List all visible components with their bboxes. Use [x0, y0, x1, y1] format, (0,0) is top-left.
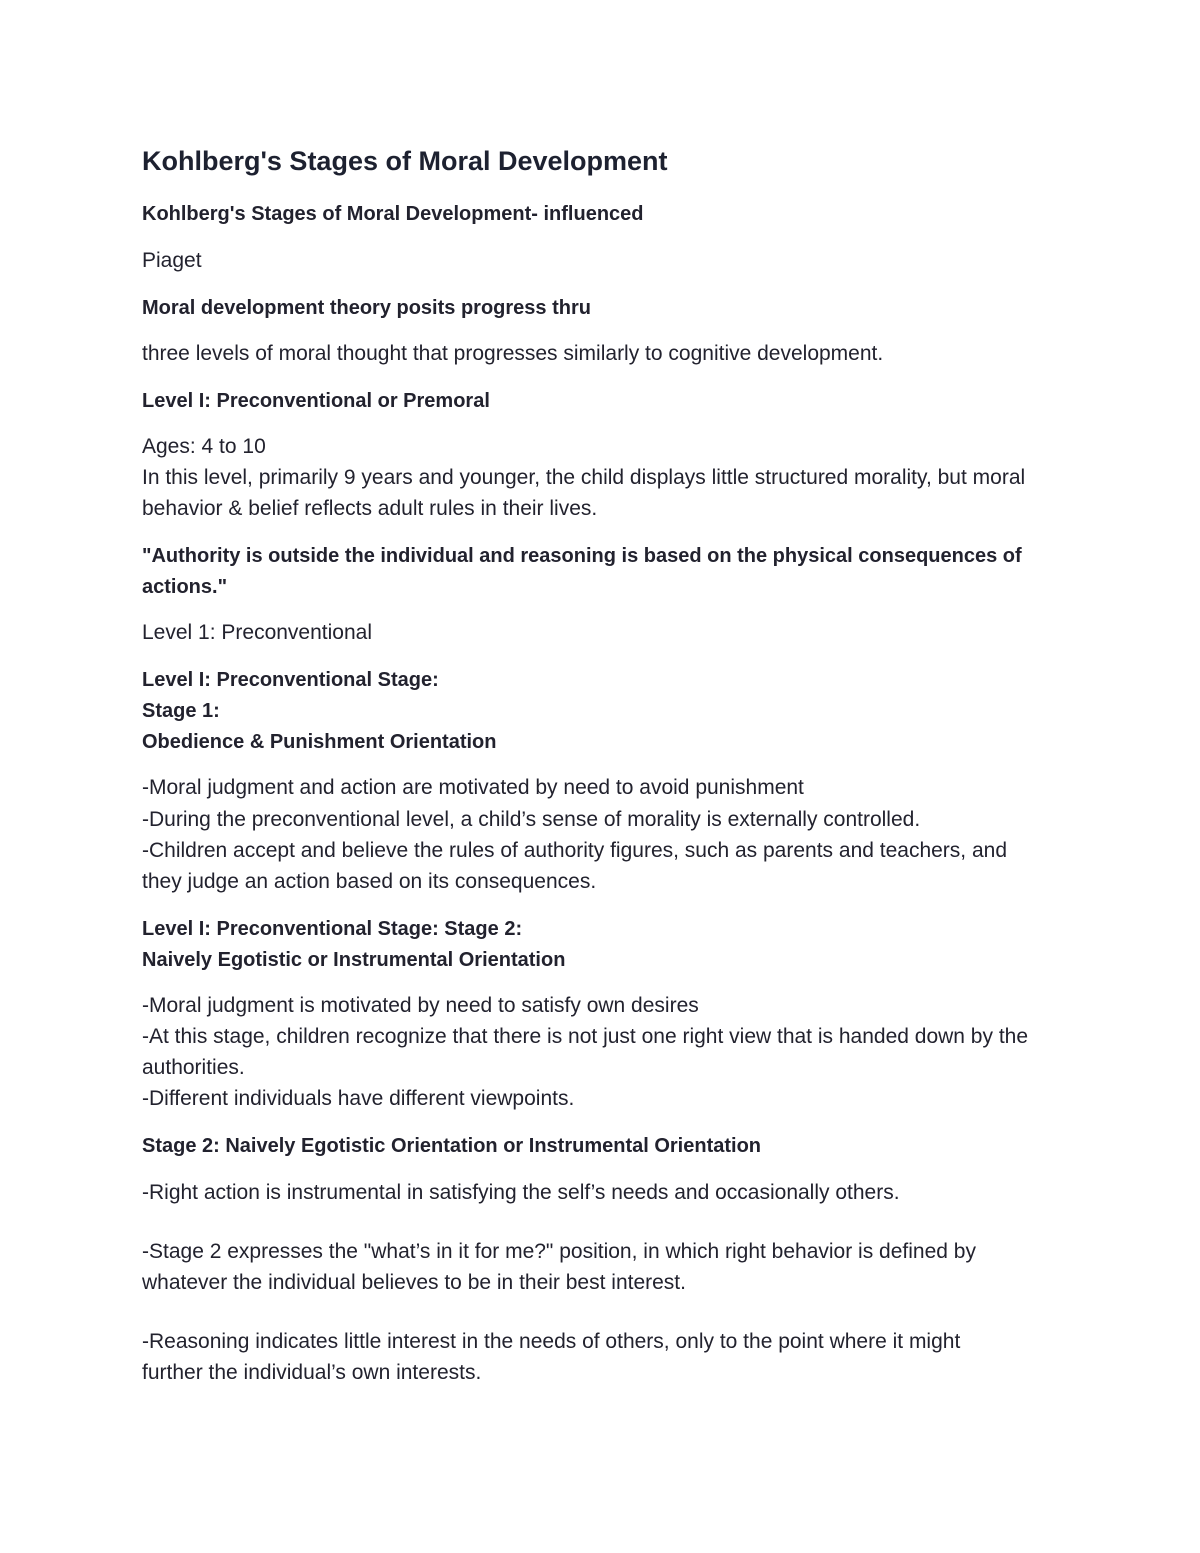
- quote-line: actions.": [142, 576, 228, 598]
- stage1-heading-line: Stage 1:: [142, 700, 220, 722]
- subtitle: Kohlberg's Stages of Moral Development- influenced: [142, 203, 644, 225]
- quote-line: "Authority is outside the individual and reasoning is based on the physical consequences of: [142, 545, 1022, 567]
- stage1-point: -During the preconventional level, a child’s sense of morality is externally controlled.: [142, 808, 921, 831]
- stage2-heading-line: Naively Egotistic or Instrumental Orientation: [142, 949, 566, 971]
- stage2-orientation-heading: Stage 2: Naively Egotistic Orientation or Instrumental Orientation: [142, 1135, 762, 1157]
- stage2-point: -Different individuals have different viewpoints.: [142, 1087, 575, 1110]
- three-levels-text: three levels of moral thought that progresses similarly to cognitive development.: [142, 342, 884, 365]
- stage2-point: -Moral judgment is motivated by need to satisfy own desires: [142, 994, 699, 1017]
- stage2-point: authorities.: [142, 1056, 245, 1079]
- level1-desc-line: behavior & belief reflects adult rules in their lives.: [142, 497, 598, 520]
- ages-text: Ages: 4 to 10: [142, 435, 266, 458]
- whats-in-it-line: -Stage 2 expresses the "what’s in it for me?" position, in which right behavior is defined by: [142, 1240, 976, 1263]
- whats-in-it-line: whatever the individual believes to be in their best interest.: [142, 1271, 686, 1294]
- stage1-point: -Moral judgment and action are motivated by need to avoid punishment: [142, 776, 804, 799]
- stage1-heading-line: Obedience & Punishment Orientation: [142, 731, 497, 753]
- piaget-text: Piaget: [142, 249, 202, 272]
- level1-heading: Level I: Preconventional or Premoral: [142, 390, 490, 412]
- stage2-heading-line: Level I: Preconventional Stage: Stage 2:: [142, 918, 523, 940]
- right-action-text: -Right action is instrumental in satisfying the self’s needs and occasionally others.: [142, 1181, 900, 1204]
- reasoning-line: further the individual’s own interests.: [142, 1361, 482, 1384]
- level1-desc-line: In this level, primarily 9 years and younger, the child displays little structured morality, but moral: [142, 466, 1026, 489]
- level1-plain: Level 1: Preconventional: [142, 621, 372, 644]
- page-title: Kohlberg's Stages of Moral Development: [142, 146, 668, 176]
- theory-heading: Moral development theory posits progress thru: [142, 297, 591, 319]
- stage2-point: -At this stage, children recognize that there is not just one right view that is handed down by the: [142, 1025, 1029, 1048]
- stage1-heading-line: Level I: Preconventional Stage:: [142, 669, 439, 691]
- stage1-point: they judge an action based on its consequences.: [142, 870, 597, 893]
- reasoning-line: -Reasoning indicates little interest in the needs of others, only to the point where it might: [142, 1330, 961, 1353]
- stage1-point: -Children accept and believe the rules of authority figures, such as parents and teachers, and: [142, 839, 1008, 862]
